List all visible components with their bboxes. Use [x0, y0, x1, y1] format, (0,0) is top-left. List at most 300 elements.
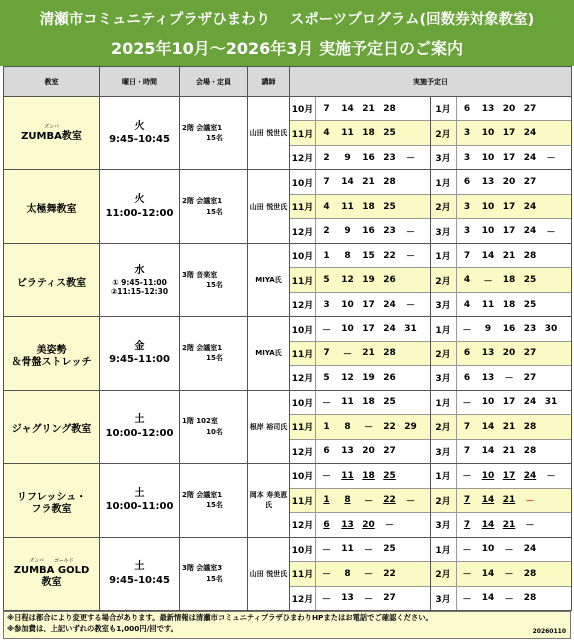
class-ruby [4, 485, 99, 492]
date-value: 25 [383, 201, 396, 212]
month-label: 11月 [290, 342, 316, 365]
month-dates [316, 97, 430, 120]
table-row [4, 317, 572, 390]
class-time: 9:45-10:45 [109, 134, 170, 146]
date-value: 21 [362, 177, 375, 188]
col-header-class: 教室 [4, 67, 100, 97]
venue-room: 2階 会議室1 [182, 343, 223, 352]
dates-cell [290, 170, 572, 243]
venue-cell [180, 317, 248, 390]
month-dates [457, 489, 572, 512]
month-row [290, 317, 430, 341]
class-ruby: ズンバ ゴールド [29, 558, 74, 565]
day-time-cell [100, 390, 180, 463]
date-value: － [405, 252, 415, 263]
date-value: 27 [523, 348, 537, 359]
document-code: 20260110 [532, 628, 566, 635]
date-value: 16 [362, 152, 375, 163]
month-label: 12月 [290, 587, 316, 610]
table-row [4, 390, 572, 463]
month-dates [457, 587, 572, 610]
month-dates [316, 415, 430, 438]
month-dates [457, 317, 572, 340]
venue-room: 2階 会議室1 [182, 490, 223, 499]
table-row [4, 97, 572, 170]
month-label: 3月 [431, 587, 457, 610]
date-value: 14 [481, 495, 495, 506]
date-value: － [321, 594, 331, 605]
table-row [4, 243, 572, 316]
date-value: － [321, 398, 331, 409]
date-value: － [384, 521, 394, 532]
month-dates [457, 342, 572, 365]
month-row [431, 293, 572, 316]
date-value: 6 [463, 348, 471, 359]
date-value: 23 [523, 324, 537, 334]
month-row [431, 562, 572, 586]
month-dates [316, 170, 430, 193]
month-dates [316, 146, 430, 169]
month-row [431, 170, 572, 194]
header-subtitle: 2025年10月～2026年3月 実施予定日のご案内 [110, 39, 464, 58]
table-row [4, 170, 572, 243]
date-value: 13 [481, 372, 495, 383]
dates-right-half [431, 97, 572, 169]
dates-right-half [431, 244, 572, 316]
date-value: 7 [323, 103, 330, 114]
dates-left-half [290, 317, 431, 389]
class-name: ZUMBA教室 [21, 130, 82, 142]
venue-room: 1階 102室 [182, 417, 218, 426]
venue-room: 2階 会議室1 [182, 197, 223, 206]
month-label: 2月 [431, 268, 457, 291]
date-value: 24 [523, 397, 537, 408]
month-dates [457, 219, 572, 242]
month-dates [316, 317, 430, 340]
month-dates [457, 366, 572, 389]
dates-left-half [290, 538, 431, 610]
month-dates [457, 244, 572, 267]
date-value: 7 [323, 177, 330, 188]
col-header-instructor: 講師 [248, 67, 290, 97]
date-value: 18 [362, 128, 375, 139]
date-value: － [405, 154, 415, 165]
date-value: 9 [484, 324, 492, 334]
venue-cell [180, 464, 248, 537]
instructor-cell: MIYA氏 [248, 317, 290, 390]
month-row [290, 415, 430, 439]
month-label: 1月 [431, 464, 457, 487]
date-value: － [483, 276, 493, 287]
month-label: 10月 [290, 317, 316, 340]
date-value: 6 [463, 103, 471, 114]
dates-left-half [290, 464, 431, 536]
month-label: 10月 [290, 244, 316, 267]
date-value: 10 [481, 128, 495, 139]
date-value: 23 [383, 226, 396, 237]
month-label: 11月 [290, 121, 316, 144]
month-label: 11月 [290, 268, 316, 291]
date-value: － [546, 227, 556, 238]
date-value: 11 [341, 470, 354, 481]
venue-capacity: 15名 [206, 354, 223, 363]
month-row [290, 538, 430, 562]
date-value: 8 [344, 250, 351, 261]
month-dates [316, 538, 430, 561]
month-dates [316, 489, 430, 512]
date-value: 16 [502, 324, 516, 334]
date-value: 17 [362, 324, 375, 334]
date-value: 28 [383, 177, 396, 188]
date-value: 3 [463, 152, 471, 163]
class-day: 土 [134, 561, 145, 573]
date-value: 18 [362, 470, 375, 481]
date-value: 3 [463, 201, 471, 212]
class-name: リフレッシュ・ フラ教室 [16, 491, 87, 515]
dates-right-half [431, 464, 572, 536]
date-value: 25 [523, 275, 537, 286]
month-dates [457, 464, 572, 487]
month-label: 10月 [290, 464, 316, 487]
month-dates [457, 562, 572, 585]
dates-left-half [290, 391, 431, 463]
date-value: 14 [481, 446, 495, 457]
date-value: － [462, 570, 472, 581]
month-label: 10月 [290, 170, 316, 193]
month-row [290, 440, 430, 463]
day-time-cell [100, 464, 180, 537]
date-value: 14 [481, 519, 495, 530]
dates-grid [290, 170, 571, 242]
dates-grid [290, 317, 571, 389]
class-day: 火 [134, 120, 145, 132]
class-name: ピラティス教室 [16, 277, 87, 289]
date-value: 24 [383, 299, 396, 310]
class-day: 土 [134, 414, 145, 426]
date-value: 4 [463, 275, 471, 286]
date-value: 20 [502, 177, 516, 188]
date-value: 22 [383, 495, 396, 506]
venue-cell [180, 537, 248, 610]
class-time: 9:45-10:45 [109, 574, 170, 586]
month-row [431, 195, 572, 219]
month-row [290, 587, 430, 610]
dates-grid [290, 244, 571, 316]
date-value: 24 [523, 128, 537, 139]
month-row [431, 513, 572, 536]
page-header [0, 0, 574, 66]
date-value: 16 [362, 226, 375, 237]
date-value: 6 [463, 372, 471, 383]
table-row [4, 537, 572, 610]
class-ruby [4, 338, 99, 345]
venue-room: 2階 会議室1 [182, 123, 223, 132]
day-time-cell [100, 170, 180, 243]
date-value: － [462, 545, 472, 556]
date-value: 6 [323, 446, 330, 457]
date-value: 1 [323, 421, 330, 432]
instructor-cell: 岡本 寿美恵氏 [248, 464, 290, 537]
dates-right-half [431, 538, 572, 610]
month-label: 3月 [431, 219, 457, 242]
date-value: － [525, 521, 535, 532]
month-label: 2月 [431, 342, 457, 365]
date-value: 10 [481, 152, 495, 163]
date-value: 4 [463, 299, 471, 310]
date-value: 4 [323, 201, 330, 212]
dates-cell [290, 317, 572, 390]
date-value: 25 [383, 544, 396, 555]
date-value: 20 [362, 446, 375, 457]
date-value: 25 [383, 470, 396, 481]
date-value: 10 [481, 397, 495, 408]
dates-cell [290, 97, 572, 170]
date-value: － [504, 570, 514, 581]
instructor-cell: 山田 悦世氏 [248, 97, 290, 170]
month-label: 1月 [431, 538, 457, 561]
date-value: 13 [341, 519, 354, 530]
date-value: － [363, 594, 373, 605]
date-value: － [462, 398, 472, 409]
date-value: 10 [481, 544, 495, 555]
header-title: 清瀬市コミュニティプラザひまわり スポーツプログラム(回数券対象教室) [39, 12, 535, 28]
date-value: 6 [323, 519, 330, 530]
instructor-cell: 山田 悦世氏 [248, 170, 290, 243]
month-label: 11月 [290, 195, 316, 218]
date-value: 24 [523, 226, 537, 237]
month-row [290, 562, 430, 586]
dates-left-half [290, 244, 431, 316]
date-value: 20 [502, 348, 516, 359]
month-row [431, 219, 572, 242]
month-dates [316, 219, 430, 242]
class-time: 11:00-12:00 [105, 207, 174, 219]
col-header-dates: 実施予定日 [290, 67, 572, 97]
date-value: 6 [463, 177, 471, 188]
day-time-cell [100, 317, 180, 390]
date-value: 31 [404, 324, 417, 334]
date-value: 24 [523, 201, 537, 212]
month-dates [457, 415, 572, 438]
date-value: 24 [523, 152, 537, 163]
date-value: 1 [323, 495, 330, 506]
date-value: － [405, 301, 415, 312]
date-value: － [363, 423, 373, 434]
month-row [431, 268, 572, 292]
class-name-cell [4, 243, 100, 316]
date-value: 28 [523, 593, 537, 604]
month-dates [457, 293, 572, 316]
date-value: 7 [463, 519, 471, 530]
month-label: 1月 [431, 170, 457, 193]
month-dates [457, 440, 572, 463]
month-dates [457, 538, 572, 561]
month-label: 3月 [431, 146, 457, 169]
date-value: － [462, 472, 472, 483]
date-value: 27 [523, 103, 537, 114]
date-value: 22 [383, 250, 396, 261]
date-value: － [321, 325, 331, 336]
date-value: 7 [463, 250, 471, 261]
class-day: 火 [134, 194, 145, 206]
date-value: 7 [463, 495, 471, 506]
date-value: 28 [523, 446, 537, 457]
date-value: 18 [502, 299, 516, 310]
date-value: 17 [362, 299, 375, 310]
col-header-venue: 会場・定員 [180, 67, 248, 97]
date-value: 21 [502, 446, 516, 457]
date-value: 10 [481, 470, 495, 481]
month-row [431, 587, 572, 610]
footer-notes [3, 611, 571, 639]
date-value: 12 [341, 372, 354, 383]
date-value: 5 [323, 275, 330, 286]
month-row [290, 244, 430, 268]
date-value: 28 [383, 103, 396, 114]
date-value: 3 [463, 128, 471, 139]
month-label: 11月 [290, 415, 316, 438]
month-label: 2月 [431, 415, 457, 438]
date-value: 24 [383, 324, 396, 334]
date-value: 11 [481, 299, 495, 310]
date-value: － [321, 570, 331, 581]
month-row [290, 219, 430, 242]
dates-grid [290, 391, 571, 463]
dates-cell [290, 464, 572, 537]
month-label: 12月 [290, 293, 316, 316]
month-row [290, 121, 430, 145]
month-dates [457, 391, 572, 414]
date-value: 17 [502, 226, 516, 237]
day-time-cell [100, 537, 180, 610]
date-value: 7 [463, 446, 471, 457]
date-value: 9 [344, 226, 351, 237]
month-row [431, 121, 572, 145]
dates-cell [290, 243, 572, 316]
date-value: 15 [362, 250, 375, 261]
date-value: 19 [362, 275, 375, 286]
date-value: 7 [463, 421, 471, 432]
date-value: － [504, 545, 514, 556]
class-ruby: ズンバ [44, 123, 59, 130]
date-value: 21 [502, 250, 516, 261]
date-value: 22 [383, 421, 396, 432]
month-row [290, 366, 430, 389]
date-value: 7 [323, 348, 330, 359]
date-value: 13 [481, 177, 495, 188]
date-value: 5 [323, 372, 330, 383]
date-value: 25 [523, 299, 537, 310]
class-time: 10:00-11:00 [105, 501, 174, 513]
dates-grid [290, 464, 571, 536]
date-value: 21 [502, 421, 516, 432]
date-value: 13 [341, 446, 354, 457]
month-row [290, 293, 430, 316]
month-dates [316, 464, 430, 487]
date-value: － [504, 594, 514, 605]
class-name-cell [4, 390, 100, 463]
date-value: 20 [362, 519, 375, 530]
venue-cell [180, 390, 248, 463]
class-name-cell [4, 170, 100, 243]
month-row [431, 366, 572, 389]
date-value: 21 [502, 519, 516, 530]
date-value: 1 [323, 250, 330, 261]
month-row [290, 195, 430, 219]
month-label: 11月 [290, 489, 316, 512]
month-label: 1月 [431, 244, 457, 267]
date-value: 3 [463, 226, 471, 237]
date-value: 18 [502, 275, 516, 286]
month-row [290, 464, 430, 488]
date-value: 21 [362, 103, 375, 114]
venue-cell [180, 243, 248, 316]
class-name-cell [4, 317, 100, 390]
month-row [431, 244, 572, 268]
month-row [431, 97, 572, 121]
date-value: － [462, 325, 472, 336]
date-value: － [546, 472, 556, 483]
month-dates [316, 121, 430, 144]
date-value: 21 [362, 348, 375, 359]
month-label: 2月 [431, 562, 457, 585]
class-name: ジャグリング教室 [11, 424, 92, 436]
date-value: 28 [523, 568, 537, 579]
date-value: 28 [383, 348, 396, 359]
dates-cell [290, 537, 572, 610]
month-dates [316, 366, 430, 389]
month-dates [316, 587, 430, 610]
date-value: 28 [523, 250, 537, 261]
month-row [431, 440, 572, 463]
month-dates [457, 146, 572, 169]
month-row [431, 415, 572, 439]
month-row [290, 146, 430, 169]
month-label: 3月 [431, 440, 457, 463]
venue-capacity: 15名 [206, 281, 223, 290]
month-label: 12月 [290, 366, 316, 389]
day-time-cell [100, 243, 180, 316]
class-name-cell [4, 464, 100, 537]
date-value: 26 [383, 275, 396, 286]
month-label: 1月 [431, 317, 457, 340]
month-label: 10月 [290, 391, 316, 414]
date-value: － [363, 570, 373, 581]
date-value: 9 [344, 152, 351, 163]
month-row [431, 146, 572, 169]
class-time: ① 9:45-11:00 [112, 277, 167, 287]
date-value: 27 [523, 372, 537, 383]
month-label: 3月 [431, 513, 457, 536]
month-dates [457, 513, 572, 536]
date-value: 17 [502, 128, 516, 139]
table-row [4, 464, 572, 537]
month-row [431, 317, 572, 341]
dates-right-half [431, 317, 572, 389]
month-row [290, 97, 430, 121]
month-row [290, 513, 430, 536]
day-time-cell [100, 97, 180, 170]
month-label: 12月 [290, 146, 316, 169]
month-label: 11月 [290, 562, 316, 585]
month-dates [457, 195, 572, 218]
date-value: 27 [383, 446, 396, 457]
month-dates [316, 293, 430, 316]
date-value: 17 [502, 152, 516, 163]
date-value: 25 [383, 128, 396, 139]
dates-right-half [431, 170, 572, 242]
venue-capacity: 15名 [206, 574, 223, 583]
